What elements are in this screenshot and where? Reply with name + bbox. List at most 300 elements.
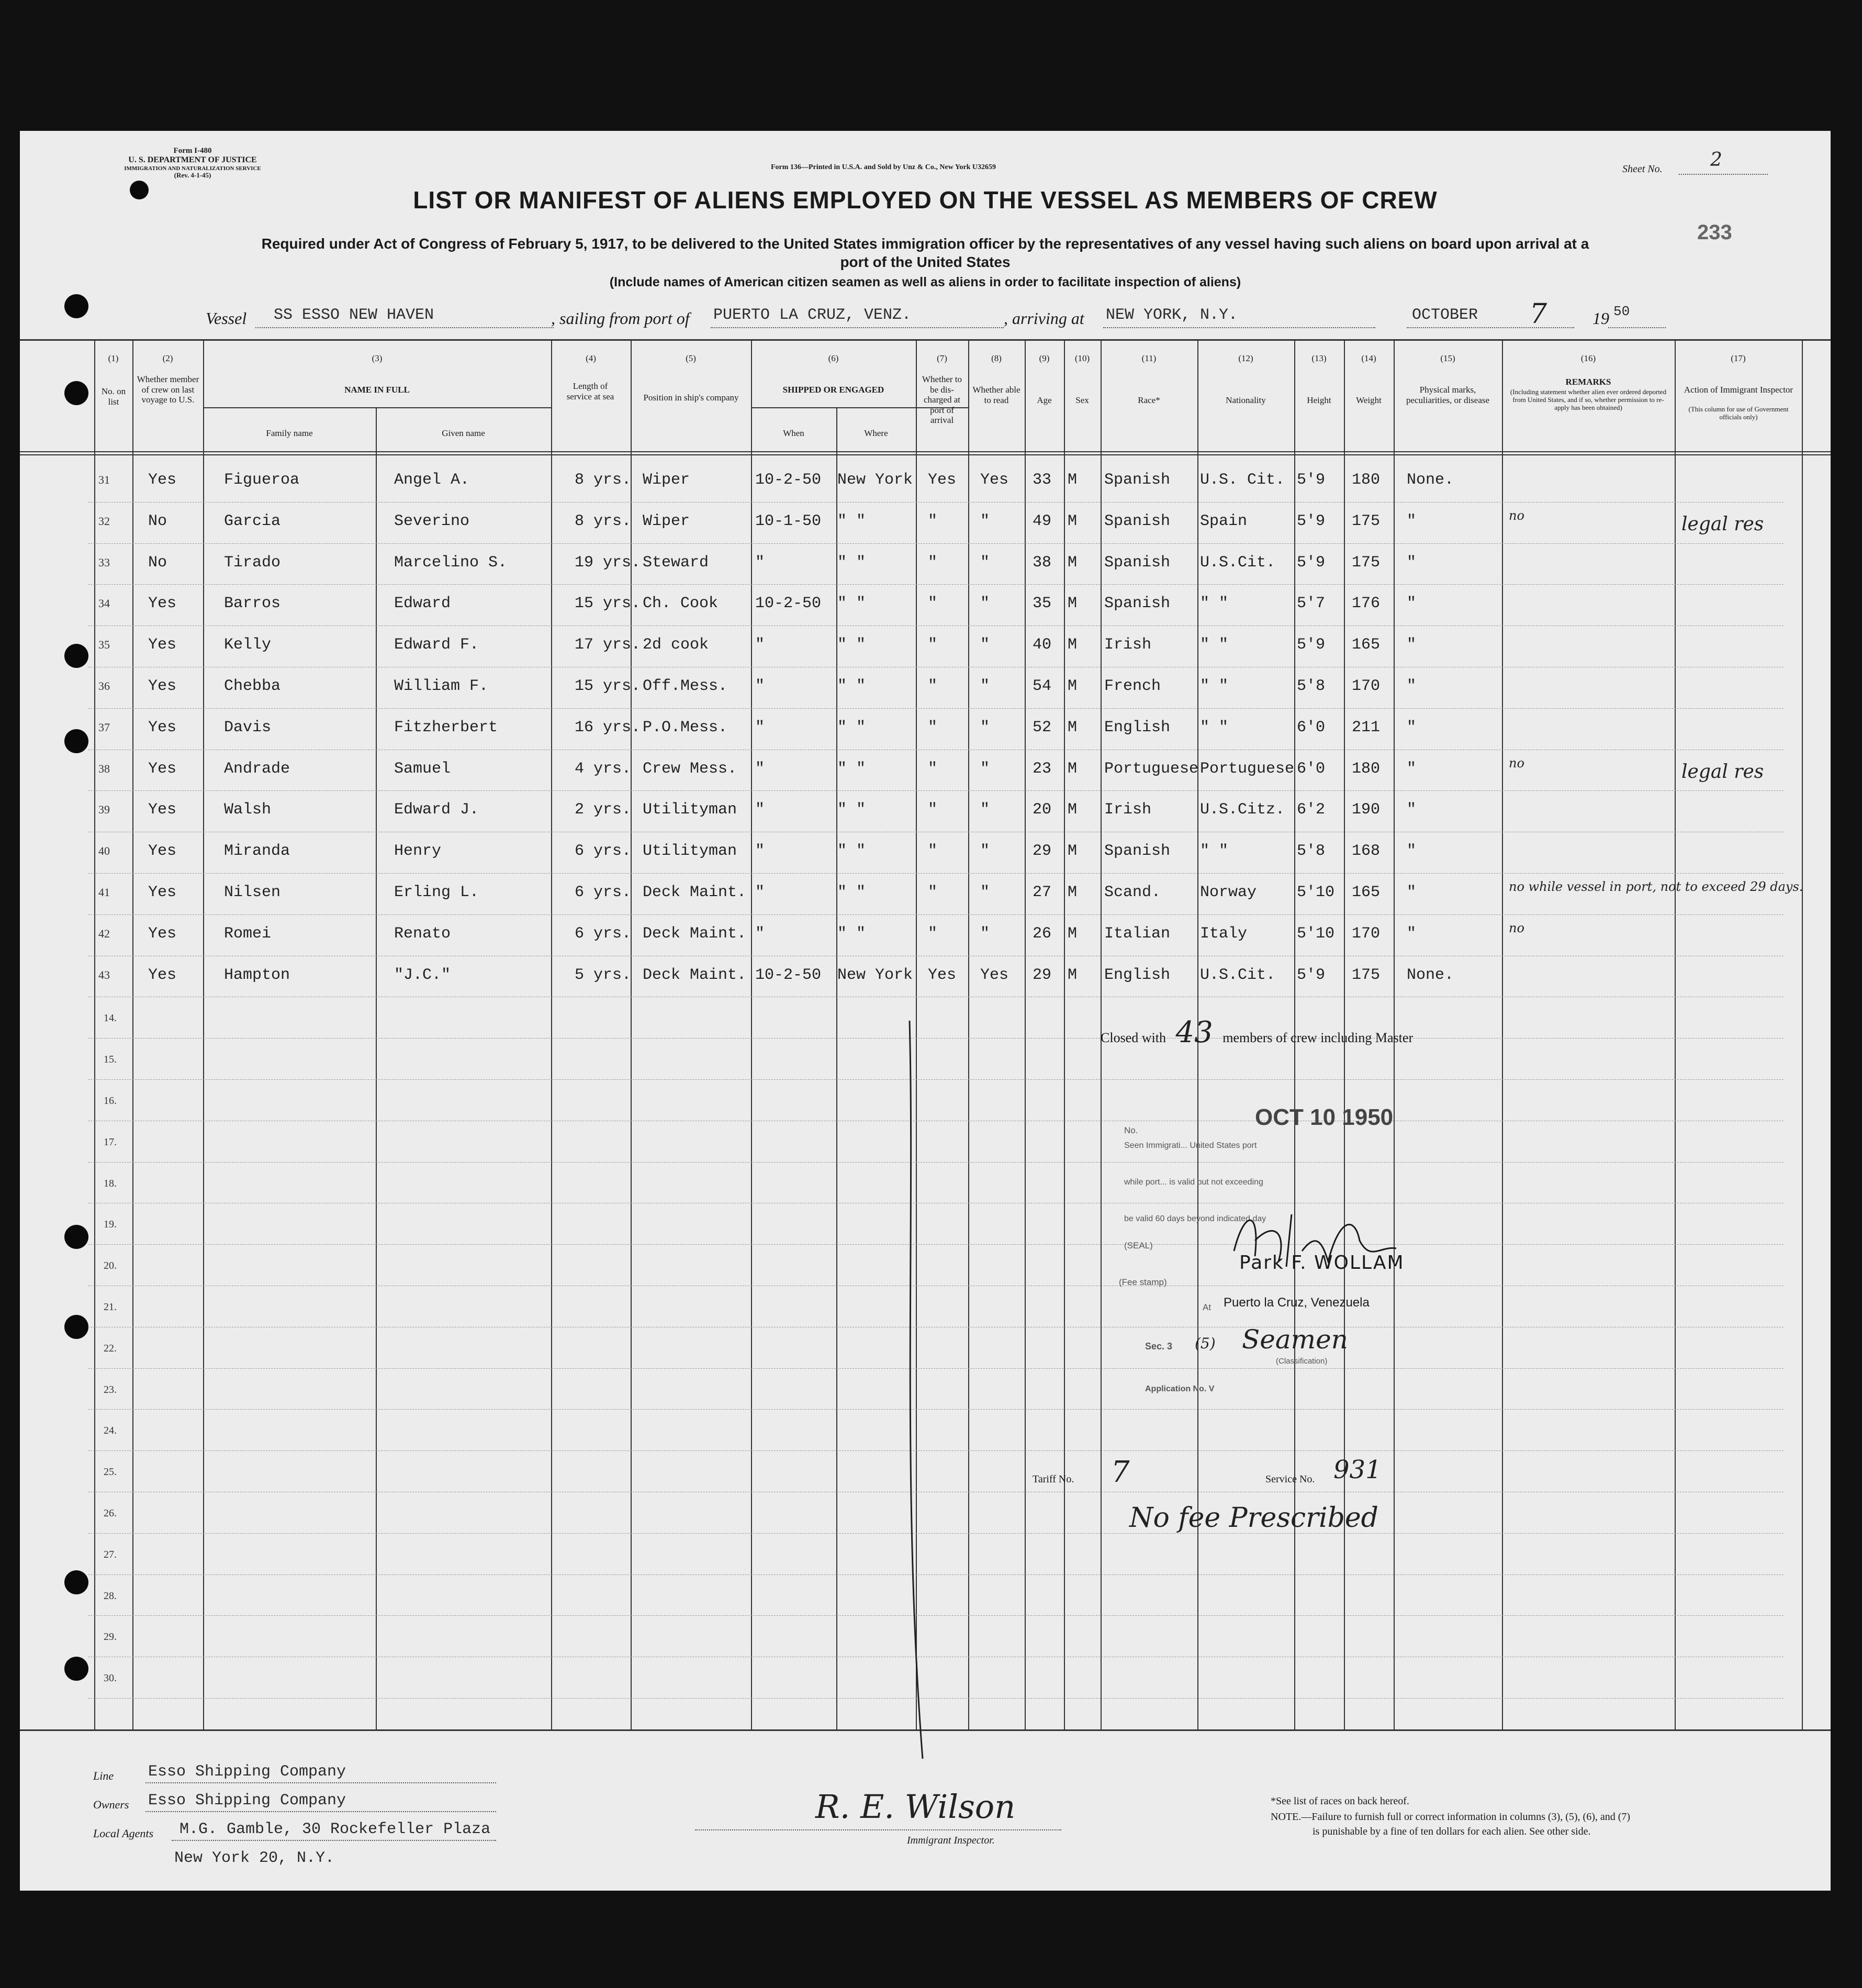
- punch-hole: [64, 729, 88, 753]
- empty-row-number: 26.: [104, 1507, 117, 1519]
- service-cell: 4 yrs.: [575, 760, 632, 778]
- empty-row-number: 25.: [104, 1466, 117, 1478]
- height-cell: 5'10: [1297, 884, 1335, 901]
- given-name-cell: Marcelino S.: [394, 553, 508, 572]
- col-num: (5): [686, 353, 696, 363]
- line-value: Esso Shipping Company: [148, 1763, 346, 1781]
- height-cell: 5'9: [1297, 636, 1326, 654]
- remarks-cell: no: [1509, 508, 1524, 523]
- weight-cell: 180: [1352, 760, 1381, 778]
- height-cell: 6'2: [1297, 801, 1326, 819]
- col-rule: [1675, 340, 1676, 1730]
- sex-cell: M: [1068, 595, 1078, 613]
- given-name-cell: Renato: [394, 924, 451, 943]
- stamp-line-3: be valid 60 days beyond indicated day: [1124, 1214, 1266, 1223]
- race-cell: English: [1104, 718, 1171, 736]
- inspector-action-cell: legal res: [1681, 513, 1764, 535]
- shipped-when-cell: ": [755, 760, 765, 778]
- height-cell: 5'9: [1297, 553, 1326, 572]
- row-rule: [88, 873, 1784, 874]
- empty-row-number: 17.: [104, 1136, 117, 1148]
- age-cell: 49: [1033, 512, 1052, 530]
- shipped-where-cell: " ": [837, 636, 866, 654]
- given-name-cell: Edward J.: [394, 801, 479, 819]
- nationality-cell: " ": [1200, 677, 1229, 695]
- physical-marks-cell: ": [1407, 924, 1417, 943]
- punch-hole: [64, 381, 88, 405]
- empty-row-number: 19.: [104, 1219, 117, 1231]
- arrival-line: [1103, 327, 1375, 328]
- col-num: (17): [1731, 353, 1746, 363]
- nationality-cell: " ": [1200, 636, 1229, 654]
- prev-voyage-cell: Yes: [148, 718, 177, 736]
- discharged-cell: ": [928, 512, 938, 530]
- given-name-cell: Edward F.: [394, 636, 479, 654]
- sheet-number-line: [1679, 174, 1768, 175]
- col-num: (7): [937, 353, 947, 363]
- prev-voyage-cell: Yes: [148, 924, 177, 943]
- vessel-label: Vessel: [206, 309, 247, 328]
- able-to-read-cell: ": [980, 842, 990, 861]
- empty-row-number: 30.: [104, 1672, 117, 1684]
- row-number: 39: [98, 803, 110, 817]
- col-rule: [1502, 340, 1503, 1730]
- arrival-day: 7: [1530, 298, 1547, 330]
- race-cell: Spanish: [1104, 553, 1171, 572]
- race-cell: Spanish: [1104, 471, 1171, 489]
- physical-marks-cell: ": [1407, 677, 1417, 695]
- inspector-action-cell: legal res: [1681, 761, 1764, 783]
- note-line-1: —Failure to furnish full or correct information in columns (3), (5), (6), and (7): [1301, 1811, 1631, 1823]
- shipped-where-cell: " ": [837, 512, 866, 530]
- given-name-cell: Angel A.: [394, 471, 470, 489]
- row-number: 38: [98, 762, 110, 775]
- able-to-read-cell: Yes: [980, 471, 1009, 489]
- sex-cell: M: [1068, 553, 1078, 572]
- discharged-cell: ": [928, 677, 938, 695]
- manifest-sheet: [20, 131, 1831, 1891]
- nationality-cell: U.S. Cit.: [1200, 471, 1285, 489]
- stamp-seal: (SEAL): [1124, 1241, 1153, 1250]
- agents-value-1: M.G. Gamble, 30 Rockefeller Plaza: [180, 1821, 491, 1838]
- race-cell: Spanish: [1104, 842, 1171, 861]
- col-header-action-note: (This column for use of Government officials only): [1688, 405, 1789, 421]
- position-cell: Off.Mess.: [643, 677, 728, 695]
- weight-cell: 165: [1352, 884, 1381, 901]
- able-to-read-cell: ": [980, 553, 990, 572]
- able-to-read-cell: Yes: [980, 966, 1009, 984]
- empty-row-number: 18.: [104, 1177, 117, 1189]
- shipped-when-cell: 10-2-50: [755, 471, 822, 489]
- discharged-cell: Yes: [928, 471, 957, 489]
- age-cell: 29: [1033, 842, 1052, 861]
- weight-cell: 175: [1352, 553, 1381, 572]
- stamp-sec-value: (5): [1195, 1335, 1216, 1352]
- service-name: IMMIGRATION AND NATURALIZATION SERVICE: [124, 165, 261, 172]
- revision: (Rev. 4-1-45): [174, 171, 211, 180]
- bracket-line: [899, 1021, 941, 1764]
- service-value: 931: [1333, 1455, 1382, 1484]
- position-cell: Steward: [643, 553, 709, 572]
- shipped-when-cell: ": [755, 718, 765, 736]
- row-number: 37: [98, 720, 110, 734]
- col-header-nationality: Nationality: [1226, 395, 1266, 405]
- age-cell: 52: [1033, 718, 1052, 736]
- sex-cell: M: [1068, 924, 1078, 943]
- prev-voyage-cell: Yes: [148, 677, 177, 695]
- col-rule: [551, 340, 552, 1730]
- service-cell: 17 yrs.: [575, 636, 641, 654]
- given-name-cell: "J.C.": [394, 966, 451, 984]
- height-cell: 5'10: [1297, 924, 1335, 943]
- empty-row-number: 22.: [104, 1342, 117, 1354]
- weight-cell: 211: [1352, 718, 1381, 736]
- penalty-note: [1271, 1811, 1630, 1823]
- col-header-age: Age: [1037, 395, 1052, 405]
- col-header-prev-voyage: Whether member of crew on last voyage to U.S.: [137, 374, 199, 405]
- physical-marks-cell: ": [1407, 842, 1417, 861]
- shipped-where-cell: " ": [837, 801, 866, 819]
- age-cell: 54: [1033, 677, 1052, 695]
- height-cell: 5'9: [1297, 471, 1326, 489]
- prev-voyage-cell: No: [148, 553, 167, 572]
- row-number: 40: [98, 844, 110, 858]
- service-cell: 6 yrs.: [575, 842, 632, 861]
- row-number: 36: [98, 679, 110, 693]
- prev-voyage-cell: Yes: [148, 884, 177, 901]
- header-bottom-rule: [20, 451, 1831, 452]
- service-cell: 2 yrs.: [575, 801, 632, 819]
- sex-cell: M: [1068, 884, 1078, 901]
- month-line: [1407, 327, 1574, 328]
- physical-marks-cell: ": [1407, 718, 1417, 736]
- shipped-when-cell: 10-2-50: [755, 966, 822, 984]
- nationality-cell: Spain: [1200, 512, 1248, 530]
- discharged-cell: ": [928, 760, 938, 778]
- age-cell: 20: [1033, 801, 1052, 819]
- weight-cell: 170: [1352, 924, 1381, 943]
- height-cell: 5'9: [1297, 512, 1326, 530]
- col-num: (11): [1141, 353, 1157, 363]
- shipped-where-cell: " ": [837, 842, 866, 861]
- weight-cell: 180: [1352, 471, 1381, 489]
- empty-row-number: 28.: [104, 1590, 117, 1602]
- discharged-cell: ": [928, 636, 938, 654]
- service-cell: 8 yrs.: [575, 512, 632, 530]
- col-header-read: Whether able to read: [972, 385, 1020, 405]
- shipped-when-cell: ": [755, 842, 765, 861]
- position-cell: Deck Maint.: [643, 924, 747, 943]
- age-cell: 27: [1033, 884, 1052, 901]
- col-num: (13): [1311, 353, 1327, 363]
- printer-line: Form 136—Printed in U.S.A. and Sold by Unz & Co., New York U32659: [771, 163, 996, 171]
- agents-value-2: New York 20, N.Y.: [174, 1849, 335, 1867]
- shipped-when-cell: ": [755, 553, 765, 572]
- owners-label: Owners: [93, 1798, 129, 1811]
- punch-hole: [64, 1657, 88, 1681]
- row-rule: [88, 584, 1784, 585]
- prev-voyage-cell: Yes: [148, 471, 177, 489]
- able-to-read-cell: ": [980, 512, 990, 530]
- service-cell: 16 yrs.: [575, 718, 641, 736]
- shipped-where-cell: " ": [837, 884, 866, 901]
- punch-hole: [64, 1225, 88, 1249]
- given-name-cell: Samuel: [394, 760, 451, 778]
- physical-marks-cell: ": [1407, 553, 1417, 572]
- height-cell: 5'8: [1297, 677, 1326, 695]
- physical-marks-cell: ": [1407, 512, 1417, 530]
- discharged-cell: ": [928, 718, 938, 736]
- closing-text-1: Closed with: [1101, 1030, 1166, 1045]
- given-name-cell: Fitzherbert: [394, 718, 498, 736]
- stamp-at-label: At: [1203, 1302, 1212, 1312]
- sheet-number: 2: [1710, 149, 1722, 171]
- empty-row-number: 16.: [104, 1095, 117, 1107]
- owners-value: Esso Shipping Company: [148, 1792, 346, 1810]
- position-cell: P.O.Mess.: [643, 718, 728, 736]
- col-header-no: No. on list: [101, 386, 126, 407]
- tariff-value: 7: [1111, 1455, 1130, 1489]
- discharged-cell: Yes: [928, 966, 957, 984]
- row-number: 33: [98, 555, 110, 569]
- family-name-cell: Romei: [224, 924, 272, 943]
- position-cell: Utilityman: [643, 801, 737, 819]
- shipped-when-cell: 10-2-50: [755, 595, 822, 613]
- empty-row-number: 23.: [104, 1383, 117, 1395]
- year-prefix: 19: [1592, 309, 1609, 328]
- service-cell: 6 yrs.: [575, 884, 632, 901]
- family-name-cell: Garcia: [224, 512, 281, 530]
- sex-cell: M: [1068, 512, 1078, 530]
- nationality-cell: " ": [1200, 595, 1229, 613]
- service-cell: 5 yrs.: [575, 966, 632, 984]
- shipped-where-cell: New York: [837, 966, 913, 984]
- row-rule: [88, 914, 1784, 915]
- shipped-where-cell: " ": [837, 677, 866, 695]
- nationality-cell: Norway: [1200, 884, 1257, 901]
- discharged-cell: ": [928, 842, 938, 861]
- owners-rule: [145, 1811, 496, 1812]
- age-cell: 35: [1033, 595, 1052, 613]
- sex-cell: M: [1068, 760, 1078, 778]
- physical-marks-cell: ": [1407, 801, 1417, 819]
- shipped-when-cell: ": [755, 801, 765, 819]
- form-id-block: [104, 147, 282, 180]
- physical-marks-cell: ": [1407, 760, 1417, 778]
- race-cell: Spanish: [1104, 512, 1171, 530]
- port-line: [711, 327, 1004, 328]
- nationality-cell: Italy: [1200, 924, 1248, 943]
- weight-cell: 170: [1352, 677, 1381, 695]
- able-to-read-cell: ": [980, 884, 990, 901]
- col-header-position: Position in ship's company: [643, 393, 739, 403]
- arrival-port: NEW YORK, N.Y.: [1106, 306, 1238, 324]
- col-header-shipped: SHIPPED OR ENGAGED: [782, 385, 884, 395]
- able-to-read-cell: ": [980, 636, 990, 654]
- row-rule: [88, 790, 1784, 791]
- discharged-cell: ": [928, 924, 938, 943]
- age-cell: 38: [1033, 553, 1052, 572]
- prev-voyage-cell: Yes: [148, 842, 177, 861]
- race-cell: Italian: [1104, 924, 1171, 943]
- col-header-race: Race*: [1138, 395, 1160, 405]
- shipped-when-cell: ": [755, 677, 765, 695]
- col-header-remarks: REMARKS: [1565, 377, 1611, 387]
- col-num: (14): [1361, 353, 1376, 363]
- agents-rule: [172, 1840, 496, 1841]
- subtitle-line-2: port of the United States: [840, 254, 1011, 270]
- closing-count: 43: [1175, 1015, 1213, 1049]
- form-number: Form I-480: [173, 147, 212, 155]
- year-line: [1608, 327, 1666, 328]
- family-name-cell: Kelly: [224, 636, 272, 654]
- service-cell: 15 yrs.: [575, 595, 641, 613]
- race-cell: Irish: [1104, 801, 1152, 819]
- col-rule: [968, 340, 969, 1730]
- closing-text: [1101, 1015, 1413, 1049]
- remarks-cell: no: [1509, 920, 1524, 935]
- nationality-cell: " ": [1200, 842, 1229, 861]
- given-name-cell: Edward: [394, 595, 451, 613]
- stamp-line-2: while port... is valid but not exceeding: [1124, 1178, 1263, 1187]
- physical-marks-cell: ": [1407, 595, 1417, 613]
- agents-label: Local Agents: [93, 1827, 154, 1840]
- stamp-app-label: Application No. V: [1145, 1384, 1215, 1393]
- height-cell: 6'0: [1297, 718, 1326, 736]
- sex-cell: M: [1068, 966, 1078, 984]
- discharged-cell: ": [928, 553, 938, 572]
- shipped-when-cell: ": [755, 884, 765, 901]
- table-top-rule: [20, 339, 1831, 341]
- no-fee-note: No fee Prescribed: [1129, 1502, 1378, 1534]
- service-label: Service No.: [1265, 1473, 1315, 1485]
- col-header-action: Action of Immigrant Inspector: [1684, 385, 1793, 395]
- prev-voyage-cell: No: [148, 512, 167, 530]
- punch-hole: [64, 1315, 88, 1339]
- family-name-cell: Chebba: [224, 677, 281, 695]
- prev-voyage-cell: Yes: [148, 760, 177, 778]
- col-num: (1): [108, 353, 119, 363]
- arriving-label: , arriving at: [1004, 309, 1084, 328]
- service-cell: 15 yrs.: [575, 677, 641, 695]
- shipped-where-cell: " ": [837, 760, 866, 778]
- physical-marks-cell: ": [1407, 884, 1417, 901]
- able-to-read-cell: ": [980, 924, 990, 943]
- col-num: (10): [1074, 353, 1090, 363]
- agency-name: U. S. DEPARTMENT OF JUSTICE: [128, 155, 257, 165]
- col-header-marks: Physical marks, peculiarities, or disease: [1406, 385, 1490, 405]
- shipped-where-cell: " ": [837, 595, 866, 613]
- family-name-cell: Barros: [224, 595, 281, 613]
- shipped-where-cell: " ": [837, 924, 866, 943]
- service-cell: 8 yrs.: [575, 471, 632, 489]
- arrival-month: OCTOBER: [1412, 306, 1478, 324]
- physical-marks-cell: None.: [1407, 471, 1454, 489]
- prev-voyage-cell: Yes: [148, 595, 177, 613]
- height-cell: 5'8: [1297, 842, 1326, 861]
- shipped-when-cell: ": [755, 636, 765, 654]
- col-num: (3): [372, 353, 383, 363]
- col-header-family: Family name: [266, 428, 313, 438]
- able-to-read-cell: ": [980, 760, 990, 778]
- shipped-when-cell: 10-1-50: [755, 512, 822, 530]
- page-stamp: 233: [1697, 221, 1732, 244]
- col-rule: [751, 340, 752, 1730]
- departure-port: PUERTO LA CRUZ, VENZ.: [713, 306, 912, 324]
- race-cell: Irish: [1104, 636, 1152, 654]
- punch-hole: [64, 294, 88, 318]
- row-rule: [88, 543, 1784, 544]
- note-label: NOTE.: [1271, 1811, 1302, 1823]
- position-cell: Utilityman: [643, 842, 737, 861]
- consul-name: Park F. WOLLAM: [1239, 1252, 1405, 1274]
- service-cell: 6 yrs.: [575, 924, 632, 943]
- empty-row-number: 21.: [104, 1301, 117, 1313]
- row-number: 43: [98, 968, 110, 981]
- race-cell: Portuguese: [1104, 760, 1199, 778]
- position-cell: Deck Maint.: [643, 884, 747, 901]
- col-num: (12): [1238, 353, 1253, 363]
- weight-cell: 175: [1352, 966, 1381, 984]
- inspector-label: Immigrant Inspector.: [907, 1835, 995, 1846]
- family-name-cell: Miranda: [224, 842, 290, 861]
- sex-cell: M: [1068, 801, 1078, 819]
- col-header-where: Where: [864, 428, 888, 438]
- family-name-cell: Figueroa: [224, 471, 300, 489]
- able-to-read-cell: ": [980, 677, 990, 695]
- able-to-read-cell: ": [980, 595, 990, 613]
- closing-text-2: members of crew including Master: [1222, 1030, 1414, 1045]
- subtitle-line-1: Required under Act of Congress of February 5, 1917, to be delivered to the United States immigration officer by the representatives of any vessel having such aliens on board upon arrival at a: [261, 236, 1589, 252]
- weight-cell: 165: [1352, 636, 1381, 654]
- subtitle-line-3: (Include names of American citizen seamen as well as aliens in order to facilitate inspection of aliens): [609, 275, 1241, 289]
- family-name-cell: Hampton: [224, 966, 290, 984]
- age-cell: 40: [1033, 636, 1052, 654]
- prev-voyage-cell: Yes: [148, 801, 177, 819]
- header-bottom-rule-2: [20, 454, 1831, 455]
- age-cell: 23: [1033, 760, 1052, 778]
- row-rule: [88, 708, 1784, 709]
- col-rule: [132, 340, 133, 1730]
- shipped-where-cell: New York: [837, 471, 913, 489]
- line-label: Line: [93, 1769, 114, 1782]
- given-name-cell: William F.: [394, 677, 489, 695]
- height-cell: 6'0: [1297, 760, 1326, 778]
- stamp-no-label: No.: [1124, 1125, 1138, 1135]
- col-num: (6): [828, 353, 839, 363]
- age-cell: 29: [1033, 966, 1052, 984]
- col-num: (2): [162, 353, 173, 363]
- position-cell: Crew Mess.: [643, 760, 737, 778]
- able-to-read-cell: ": [980, 718, 990, 736]
- row-number: 35: [98, 638, 110, 652]
- consular-stamp: [1119, 1104, 1459, 1460]
- physical-marks-cell: None.: [1407, 966, 1454, 984]
- col-rule: [203, 340, 204, 1730]
- weight-cell: 190: [1352, 801, 1381, 819]
- sex-cell: M: [1068, 842, 1078, 861]
- race-cell: French: [1104, 677, 1161, 695]
- punch-hole: [64, 644, 88, 668]
- stamp-fee: (Fee stamp): [1119, 1277, 1167, 1287]
- race-cell: Scand.: [1104, 884, 1161, 901]
- race-cell: English: [1104, 966, 1171, 984]
- col-rule: [1064, 340, 1065, 1730]
- col-rule: [1802, 340, 1803, 1730]
- sex-cell: M: [1068, 636, 1078, 654]
- service-cell: 19 yrs.: [575, 553, 641, 572]
- discharged-cell: ": [928, 595, 938, 613]
